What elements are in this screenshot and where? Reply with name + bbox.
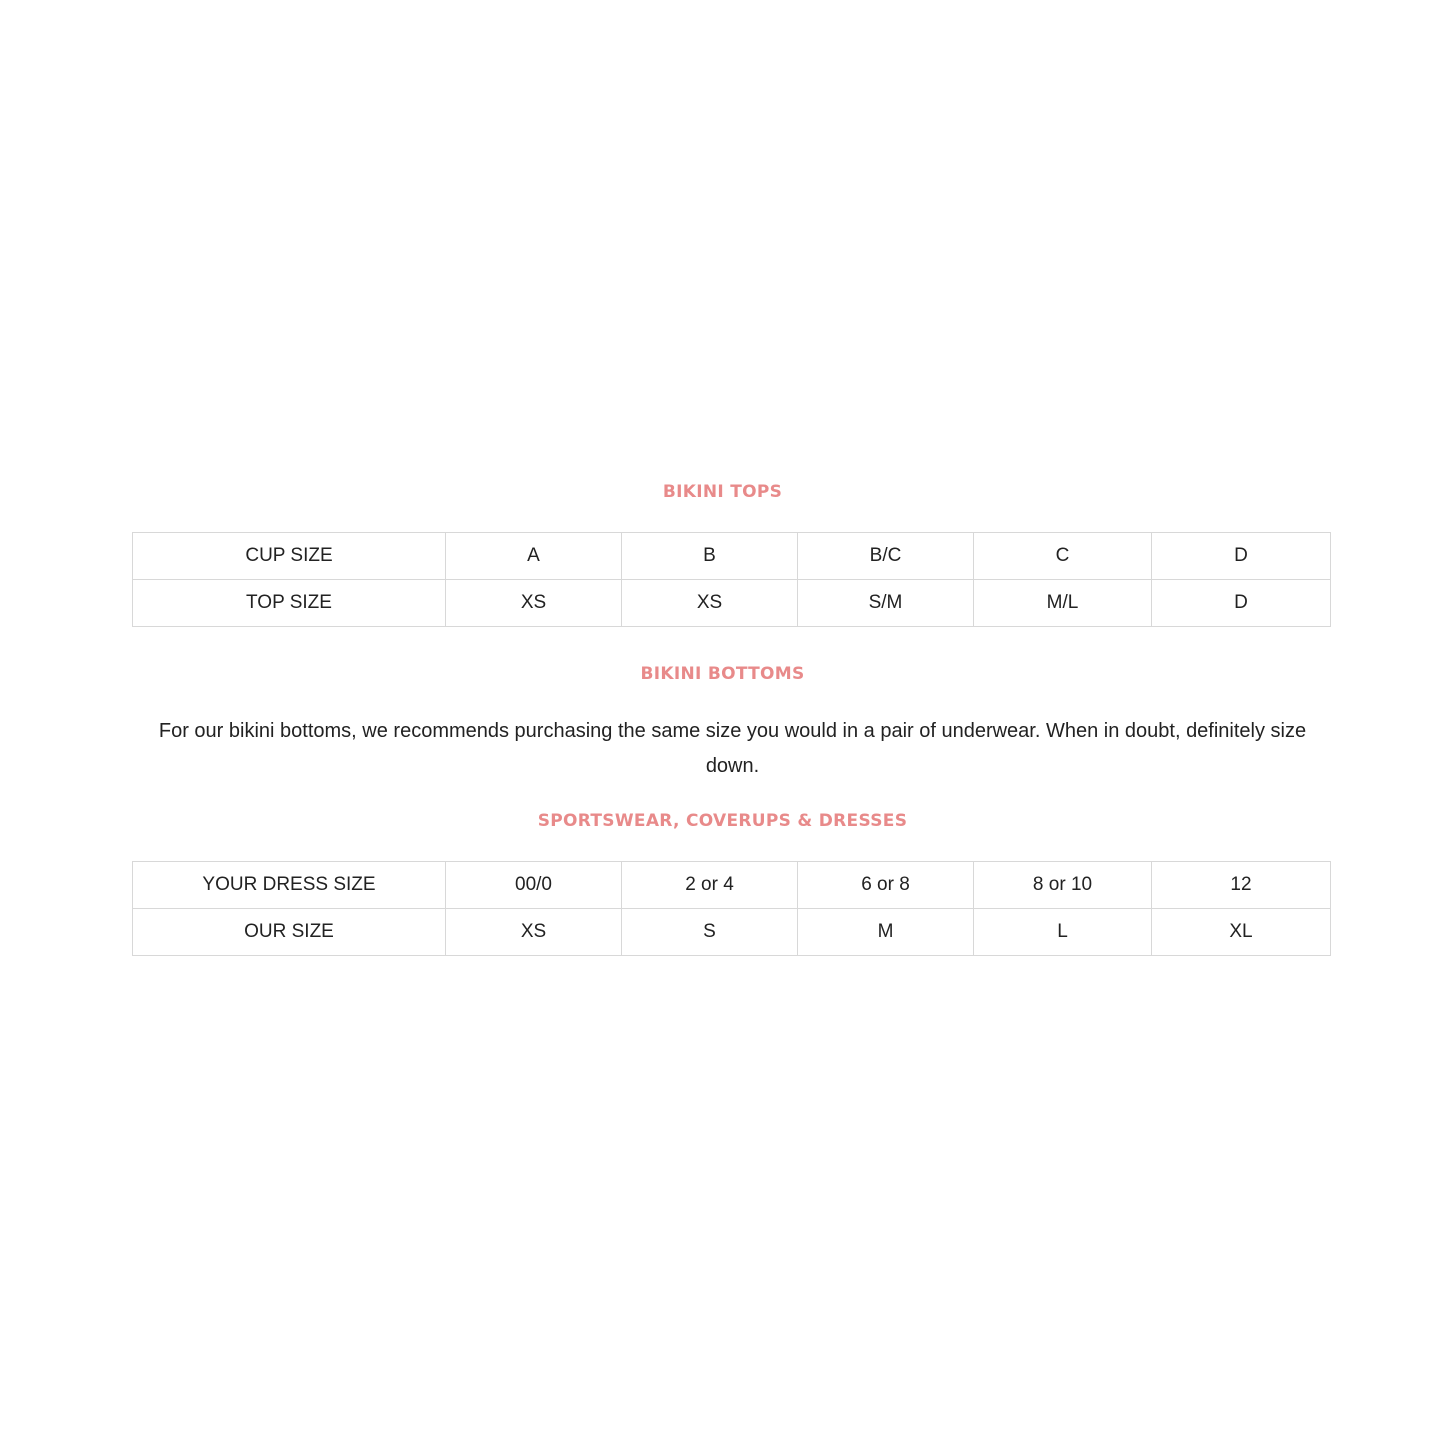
sportswear-heading: SPORTSWEAR, COVERUPS & DRESSES [537, 811, 908, 831]
bikini-bottoms-heading: BIKINI BOTTOMS [640, 664, 805, 684]
table-cell: XS [446, 580, 622, 627]
bikini-tops-heading: BIKINI TOPS [662, 482, 783, 502]
table-cell: CUP SIZE [133, 533, 446, 580]
table-cell: B [622, 533, 798, 580]
table-cell: XS [622, 580, 798, 627]
table-cell: XS [446, 909, 622, 956]
table-cell: 2 or 4 [622, 862, 798, 909]
table-row [133, 533, 1331, 580]
table-row [133, 909, 1331, 956]
table-row [133, 580, 1331, 627]
table-cell: OUR SIZE [133, 909, 446, 956]
table-cell: 12 [1152, 862, 1331, 909]
table-cell: M/L [974, 580, 1152, 627]
table-cell: M [798, 909, 974, 956]
table-cell: D [1152, 533, 1331, 580]
table-row [133, 862, 1331, 909]
table-cell: A [446, 533, 622, 580]
table-cell: L [974, 909, 1152, 956]
table-cell: B/C [798, 533, 974, 580]
table-cell: TOP SIZE [133, 580, 446, 627]
table-cell: C [974, 533, 1152, 580]
table-cell: 8 or 10 [974, 862, 1152, 909]
table-cell: D [1152, 580, 1331, 627]
table-cell: XL [1152, 909, 1331, 956]
table-cell: S/M [798, 580, 974, 627]
bikini-tops-table [132, 532, 1331, 627]
bikini-bottoms-text: For our bikini bottoms, we recommends purchasing the same size you would in a pair of underwear. When in doubt, definitely size down. [158, 720, 1307, 777]
table-cell: 00/0 [446, 862, 622, 909]
table-cell: YOUR DRESS SIZE [133, 862, 446, 909]
table-cell: 6 or 8 [798, 862, 974, 909]
sportswear-table [132, 861, 1331, 956]
table-cell: S [622, 909, 798, 956]
